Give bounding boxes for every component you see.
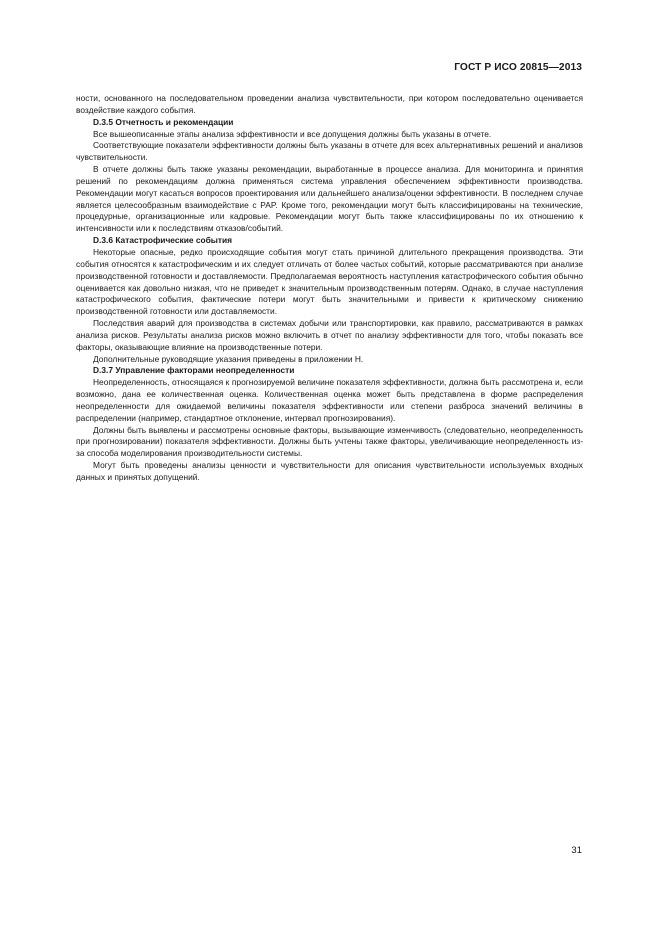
paragraph: Некоторые опасные, редко происходящие события могут стать причиной длительного прекращения производства. Эти события относятся к катастрофическим и их следует отличать от более частых событий, которые рассматриваются при анализе производственной готовности и доставляемости. Предполагаемая вероятность наступления катастрофического события обычно оценивается как довольно низкая, что не приведет к значительным производственным потерям. Однако, в случае наступления катастрофического события, фактические потери могут быть значительными и привести к критическому снижению производственной готовности или доставляемости. bbox=[76, 246, 583, 317]
paragraph: Соответствующие показатели эффективности должны быть указаны в отчете для всех альтернативных решений и анализов чувствительности. bbox=[76, 140, 583, 163]
paragraph: Дополнительные руководящие указания приведены в приложении Н. bbox=[93, 353, 364, 364]
section-heading: D.3.7 Управление факторами неопределенности bbox=[93, 365, 295, 376]
paragraph: Последствия аварий для производства в системах добычи или транспортировки, как правило, рассматриваются в рамках анализа рисков. Результаты анализа рисков можно включить в отчет по анализу эффективности для того, чтобы показать все факторы, оказывающие влияние на производственные потери. bbox=[76, 318, 583, 352]
document-body bbox=[76, 93, 583, 484]
section-heading: D.3.5 Отчетность и рекомендации bbox=[93, 116, 234, 127]
paragraph: ности, основанного на последовательном проведении анализа чувствительности, при котором последовательно оценивается воздействие каждого события. bbox=[76, 93, 583, 115]
paragraph: Неопределенность, относящаяся к прогнозируемой величине показателя эффективности, должна быть рассмотрена и, если возможно, дана ее количественная оценка. Количественная оценка может быть представлена в форме распределения неопределенности для ожидаемой величины показателя эффективности или степени разброса значений величины в распределении (например, стандартное отклонение, интервал прогнозирования). bbox=[76, 377, 583, 423]
page-number: 31 bbox=[571, 845, 582, 856]
paragraph: Должны быть выявлены и рассмотрены основные факторы, вызывающие изменчивость (следовательно, неопределенность при прогнозировании) показателя эффективности. Должны быть учтены также факторы, увеличивающие неопределенность из-за способа моделирования производительности системы. bbox=[76, 424, 583, 459]
paragraph: Могут быть проведены анализы ценности и чувствительности для описания чувствительности используемых входных данных и принятых допущений. bbox=[76, 460, 583, 482]
standard-header: ГОСТ Р ИСО 20815—2013 bbox=[454, 62, 582, 73]
section-heading: D.3.6 Катастрофические события bbox=[93, 235, 233, 246]
paragraph: Все вышеописанные этапы анализа эффективности и все допущения должны быть указаны в отчете. bbox=[93, 128, 492, 139]
paragraph: В отчете должны быть также указаны рекомендации, выработанные в процессе анализа. Для мониторинга и принятия решений по рекомендациям должна применяться система управления обеспечением эффективности производства. Рекомендации могут касаться вопросов проектирования или дальнейшего анализа/оценки эффективности. В последнем случае является целесообразным взаимодействие с PAP. Кроме того, рекомендации могут быть классифицированы на технические, процедурные, организационные или кадровые. Рекомендации могут быть также классифицированы по их отношению к интенсивности или к последствиям отказов/событий. bbox=[76, 164, 583, 234]
